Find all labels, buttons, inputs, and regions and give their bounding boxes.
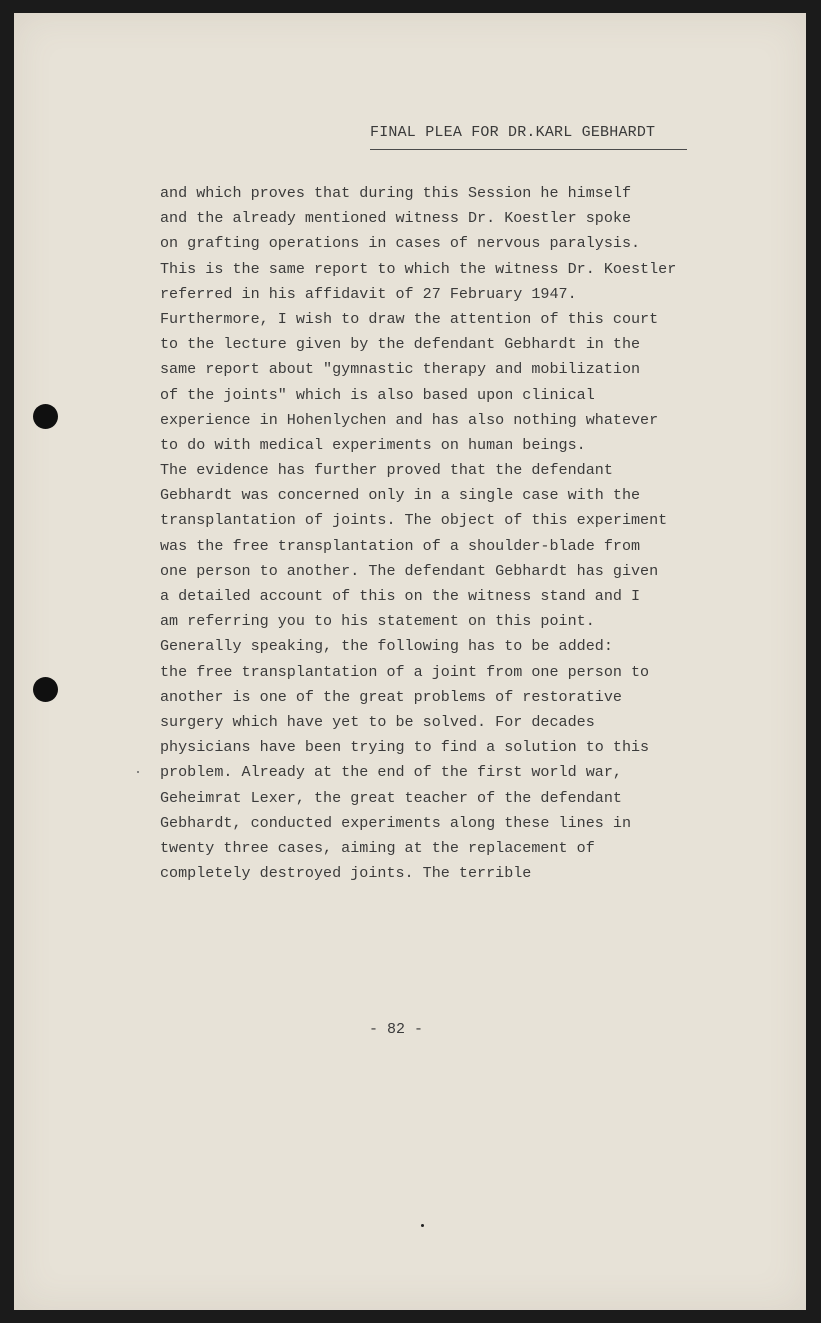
text-line: Gebhardt, conducted experiments along these lines in <box>160 813 632 832</box>
text-line: a detailed account of this on the witness stand and I <box>160 587 641 605</box>
text-line: completely destroyed joints. The terrible <box>160 864 532 883</box>
text-line: Gebhardt was concerned only in a single case with the <box>160 486 641 505</box>
text-line: Geheimrat Lexer, the great teacher of the defendant <box>160 788 622 807</box>
ink-speck <box>421 1224 424 1227</box>
punch-hole <box>33 677 58 702</box>
text-line: This is the same report to which the witness Dr. Koestler <box>160 259 677 278</box>
text-line: Generally speaking, the following has to be added: <box>160 637 613 656</box>
text-line: physicians have been trying to find a solution to this <box>160 738 650 757</box>
text-line: on grafting operations in cases of nervous paralysis. <box>160 234 641 253</box>
text-line: the free transplantation of a joint from one person to <box>160 662 650 681</box>
text-line: Furthermore, I wish to draw the attention of this court <box>160 309 659 328</box>
punch-hole <box>33 404 58 429</box>
text-line: was the free transplantation of a shoulder-blade from <box>160 536 641 555</box>
text-line: and which proves that during this Session he himself <box>160 184 632 202</box>
text-line: of the joints" which is also based upon clinical <box>160 385 595 404</box>
text-line: The evidence has further proved that the defendant <box>160 461 613 480</box>
text-line: am referring you to his statement on this point. <box>160 612 595 631</box>
text-line: experience in Hohenlychen and has also nothing whatever <box>160 410 659 429</box>
text-line: problem. Already at the end of the first world war, <box>160 763 622 782</box>
text-line: and the already mentioned witness Dr. Koestler spoke <box>160 209 632 228</box>
text-line: twenty three cases, aiming at the replacement of <box>160 838 595 857</box>
document-page <box>14 13 806 1310</box>
page-number: - 82 - <box>369 1021 424 1038</box>
text-line: surgery which have yet to be solved. For decades <box>160 712 595 731</box>
text-line: transplantation of joints. The object of this experiment <box>160 511 668 530</box>
text-line: referred in his affidavit of 27 February 1947. <box>160 284 577 303</box>
text-line: one person to another. The defendant Gebhardt has given <box>160 561 659 580</box>
header-underline <box>370 149 687 150</box>
text-line: to the lecture given by the defendant Gebhardt in the <box>160 335 641 354</box>
body-text <box>160 181 780 886</box>
text-line: same report about "gymnastic therapy and mobilization <box>160 360 641 379</box>
ink-speck <box>137 771 139 773</box>
text-line: another is one of the great problems of restorative <box>160 687 622 706</box>
text-line: to do with medical experiments on human beings. <box>160 435 586 454</box>
page-header-title: FINAL PLEA FOR DR.KARL GEBHARDT <box>370 124 656 141</box>
